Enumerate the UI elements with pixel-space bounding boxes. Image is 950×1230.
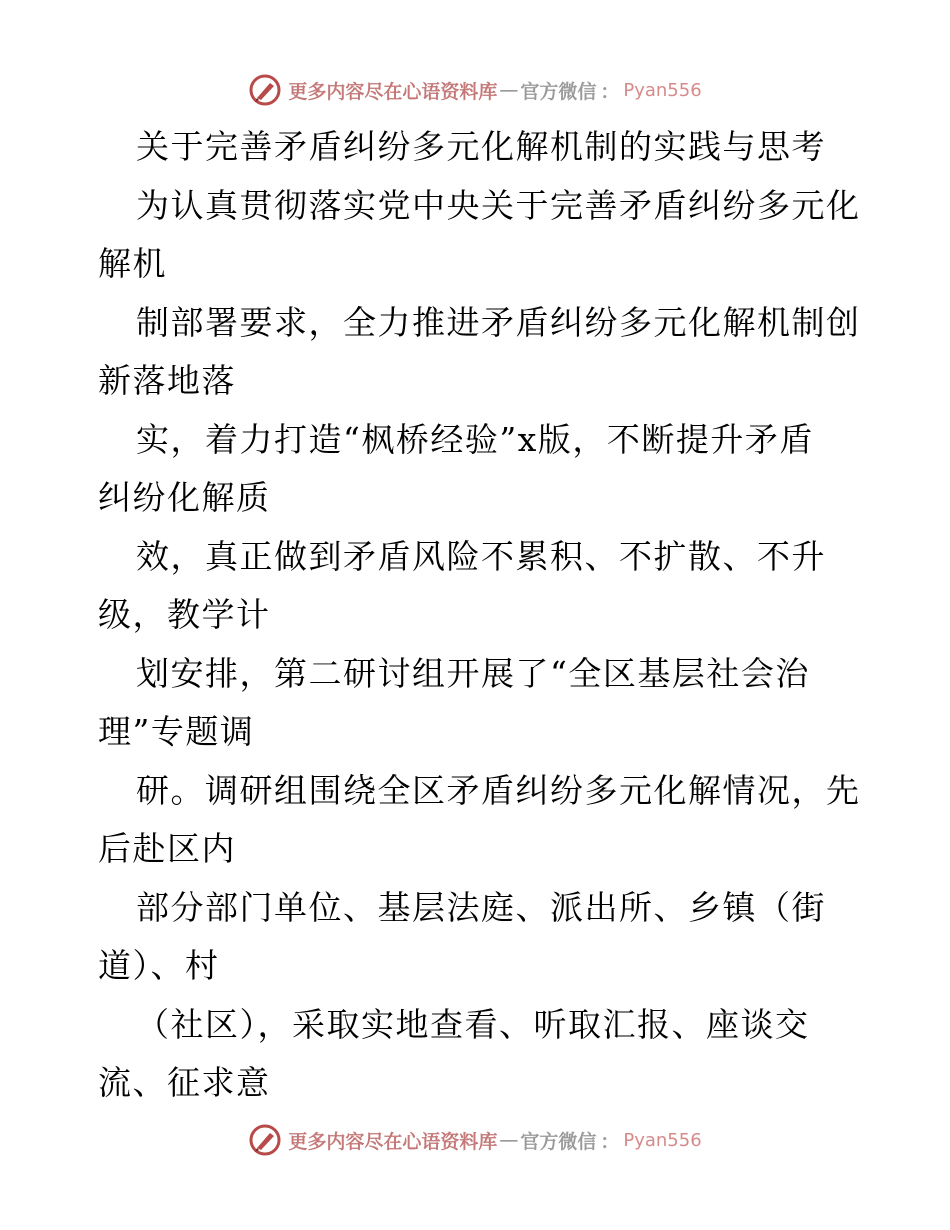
document-line: （社区），采取实地查看、听取汇报、座谈交 — [136, 1004, 810, 1044]
document-line: 流、征求意 — [98, 1063, 271, 1102]
banner-colon: ： — [600, 1130, 620, 1153]
document-line: 研。调研组围绕全区矛盾纠纷多元化解情况，先 — [136, 770, 861, 810]
document-line: 解机 — [98, 244, 167, 283]
banner-wechat-id: Pyan556 — [623, 1129, 702, 1151]
banner-wechat-id: Pyan556 — [623, 79, 702, 101]
banner-wechat-label: 官方微信 — [520, 1130, 597, 1153]
document-line: 关于完善矛盾纠纷多元化解机制的实践与思考 — [136, 127, 826, 166]
document-body — [98, 118, 861, 1113]
document-line: 效，真正做到矛盾风险不累积、不扩散、不升 — [136, 536, 826, 576]
document-line: 纠纷化解质 — [98, 478, 271, 517]
document-line: 后赴区内 — [98, 829, 236, 868]
document-line: 道）、村 — [98, 946, 220, 985]
banner-site-text: 更多内容尽在心语资料库 — [288, 80, 498, 103]
document-line: 新落地落 — [98, 361, 236, 400]
document-line: 级，教学计 — [98, 595, 271, 634]
banner-wechat-label: 官方微信 — [520, 80, 597, 103]
document-line: 部分部门单位、基层法庭、派出所、乡镇（街 — [136, 887, 826, 927]
banner-separator: — — [499, 79, 519, 101]
document-line: 制部署要求，全力推进矛盾纠纷多元化解机制创 — [136, 302, 861, 342]
pen-logo-icon — [248, 1123, 282, 1157]
header-banner — [0, 70, 950, 110]
document-line: 理”专题调 — [98, 712, 255, 751]
document-line: 实，着力打造“枫桥经验”x版，不断提升矛盾 — [136, 419, 814, 459]
pen-logo-icon — [248, 73, 282, 107]
banner-site-text: 更多内容尽在心语资料库 — [288, 1130, 498, 1153]
footer-banner — [0, 1120, 950, 1160]
document-line: 为认真贯彻落实党中央关于完善矛盾纠纷多元化 — [136, 185, 861, 225]
banner-separator: — — [499, 1129, 519, 1151]
banner-colon: ： — [600, 80, 620, 103]
document-line: 划安排，第二研讨组开展了“全区基层社会治 — [136, 653, 810, 693]
